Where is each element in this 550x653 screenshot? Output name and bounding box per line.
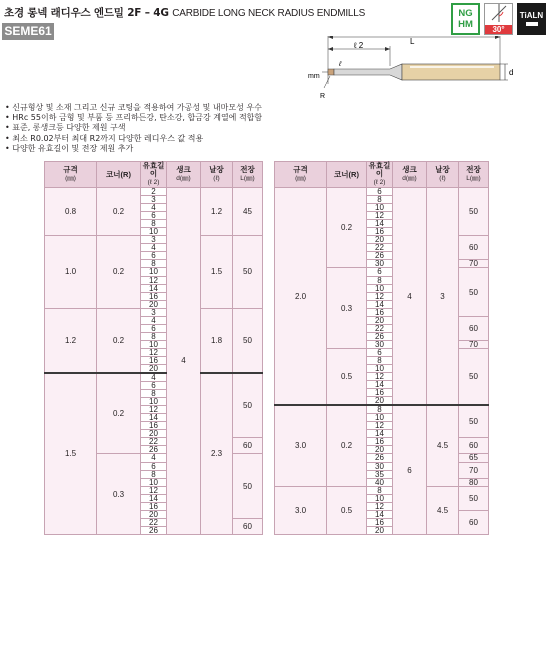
effective-length-cell: 8 (141, 220, 167, 228)
effective-length-cell: 20 (141, 430, 167, 438)
table-row (275, 486, 489, 494)
col-corner: 코너(R) (327, 162, 367, 188)
dim-l2: ℓ 2 (354, 41, 364, 50)
nghm-line2: HM (458, 19, 473, 30)
coating-label: TiALN (519, 10, 544, 20)
effective-length-cell: 4 (141, 373, 167, 382)
effective-length-cell: 10 (141, 398, 167, 406)
effective-length-cell: 20 (367, 236, 393, 244)
size-cell: 1.0 (45, 236, 97, 308)
total-length-cell: 60 (233, 438, 263, 454)
effective-length-cell: 3 (141, 308, 167, 316)
effective-length-cell: 4 (141, 454, 167, 462)
col-size: 규격 (㎜) (275, 162, 327, 188)
effective-length-cell: 6 (141, 212, 167, 220)
effective-length-cell: 16 (367, 438, 393, 446)
col-shank: 생크 d(㎜) (393, 162, 427, 188)
corner-radius-cell: 0.5 (327, 348, 367, 405)
effective-length-cell: 20 (141, 365, 167, 374)
effective-length-cell: 12 (141, 406, 167, 414)
nghm-line1: NG (458, 8, 473, 19)
effective-length-cell: 26 (367, 332, 393, 340)
effective-length-cell: 6 (367, 348, 393, 356)
dim-R: R (320, 93, 326, 100)
total-length-cell: 70 (459, 340, 489, 348)
effective-length-cell: 16 (141, 422, 167, 430)
dim-d: d (509, 68, 514, 77)
corner-radius-cell: 0.3 (327, 268, 367, 348)
effective-length-cell: 12 (367, 502, 393, 510)
effective-length-cell: 14 (367, 381, 393, 389)
effective-length-cell: 6 (367, 268, 393, 276)
total-length-cell: 50 (233, 308, 263, 373)
effective-length-cell: 10 (367, 494, 393, 502)
effective-length-cell: 22 (141, 518, 167, 526)
effective-length-cell: 6 (141, 382, 167, 390)
total-length-cell: 60 (459, 510, 489, 534)
total-length-cell: 50 (233, 373, 263, 438)
total-length-cell: 60 (459, 316, 489, 340)
effective-length-cell: 20 (367, 526, 393, 534)
col-flute: 날장 (ℓ) (427, 162, 459, 188)
shank-cell: 4 (393, 188, 427, 406)
flute-length-cell: 2.3 (201, 373, 233, 534)
effective-length-cell: 8 (141, 390, 167, 398)
effective-length-cell: 12 (367, 212, 393, 220)
feature-list (5, 103, 262, 154)
effective-length-cell: 6 (141, 462, 167, 470)
size-cell: 3.0 (275, 405, 327, 486)
effective-length-cell: 10 (141, 228, 167, 236)
total-length-cell: 60 (233, 518, 263, 534)
effective-length-cell: 3 (141, 236, 167, 244)
nghm-badge (451, 3, 480, 35)
total-length-cell: 50 (233, 236, 263, 308)
effective-length-cell: 16 (367, 308, 393, 316)
effective-length-cell: 16 (141, 292, 167, 300)
effective-length-cell: 10 (367, 284, 393, 292)
effective-length-cell: 6 (141, 324, 167, 332)
effective-length-cell: 14 (141, 414, 167, 422)
effective-length-cell: 8 (141, 332, 167, 340)
effective-length-cell: 12 (367, 422, 393, 430)
effective-length-cell: 6 (141, 252, 167, 260)
coating-badge (517, 3, 546, 35)
shank-cell: 6 (393, 405, 427, 534)
col-size: 규격 (㎜) (45, 162, 97, 188)
total-length-cell: 50 (459, 268, 489, 316)
flute-length-cell: 1.8 (201, 308, 233, 373)
effective-length-cell: 8 (367, 356, 393, 364)
effective-length-cell: 16 (141, 356, 167, 364)
feature-item: • 신규형상 및 소재 그리고 신규 코팅을 적용하여 가공성 및 내마모성 우수 (5, 103, 262, 112)
effective-length-cell: 10 (141, 268, 167, 276)
total-length-cell: 60 (459, 438, 489, 454)
total-length-cell: 70 (459, 260, 489, 268)
size-cell: 0.8 (45, 188, 97, 236)
effective-length-cell: 20 (367, 397, 393, 406)
effective-length-cell: 30 (367, 462, 393, 470)
total-length-cell: 65 (459, 454, 489, 462)
page-title (4, 5, 365, 20)
effective-length-cell: 12 (141, 276, 167, 284)
feature-item: • 표준, 롱생크등 다양한 제원 구색 (5, 123, 126, 133)
feature-badges (451, 3, 546, 35)
effective-length-cell: 22 (367, 244, 393, 252)
total-length-cell: 50 (459, 405, 489, 438)
effective-length-cell: 4 (141, 316, 167, 324)
total-length-cell: 80 (459, 478, 489, 486)
corner-radius-cell: 0.5 (327, 486, 367, 534)
effective-length-cell: 20 (367, 446, 393, 454)
flute-length-cell: 4.5 (427, 405, 459, 486)
effective-length-cell: 35 (367, 470, 393, 478)
effective-length-cell: 22 (367, 324, 393, 332)
col-total-length: 전장 L(㎜) (459, 162, 489, 188)
effective-length-cell: 2 (141, 188, 167, 196)
effective-length-cell: 8 (367, 486, 393, 494)
effective-length-cell: 8 (367, 276, 393, 284)
effective-length-cell: 14 (367, 220, 393, 228)
effective-length-cell: 12 (141, 348, 167, 356)
product-code-badge: SEME61 (2, 23, 54, 40)
total-length-cell: 70 (459, 462, 489, 478)
feature-item: • 다양한 유효길이 및 전장 제원 추가 (5, 143, 134, 153)
dim-L: L (410, 37, 415, 46)
effective-length-cell: 16 (367, 228, 393, 236)
total-length-cell: 50 (459, 348, 489, 405)
effective-length-cell: 10 (141, 478, 167, 486)
size-cell: 1.5 (45, 373, 97, 534)
helix-angle-value: 30° (485, 25, 512, 34)
effective-length-cell: 14 (367, 430, 393, 438)
spec-table-right (274, 161, 489, 535)
dim-mm: mm (308, 73, 320, 80)
col-shank: 생크 d(㎜) (167, 162, 201, 188)
table-header (275, 162, 489, 188)
effective-length-cell: 14 (141, 284, 167, 292)
effective-length-cell: 14 (367, 510, 393, 518)
dim-l: ℓ (339, 61, 342, 68)
effective-length-cell: 8 (141, 470, 167, 478)
effective-length-cell: 14 (141, 494, 167, 502)
coating-icon (525, 20, 539, 28)
total-length-cell: 45 (233, 188, 263, 236)
effective-length-cell: 26 (141, 526, 167, 534)
effective-length-cell: 8 (367, 196, 393, 204)
feature-item: • HRc 55이하 금형 및 부품 등 프리하든강, 탄소강, 합금강 계열에 적합함 (5, 113, 263, 123)
col-corner: 코너(R) (97, 162, 141, 188)
shank-cell: 4 (167, 188, 201, 535)
effective-length-cell: 26 (367, 252, 393, 260)
effective-length-cell: 16 (367, 389, 393, 397)
total-length-cell: 60 (459, 236, 489, 260)
effective-length-cell: 22 (141, 438, 167, 446)
corner-radius-cell: 0.3 (97, 454, 141, 534)
effective-length-cell: 10 (367, 204, 393, 212)
spec-table-left (44, 161, 263, 535)
table-header (45, 162, 263, 188)
corner-radius-cell: 0.2 (97, 236, 141, 308)
effective-length-cell: 3 (141, 196, 167, 204)
effective-length-cell: 6 (367, 188, 393, 196)
feature-item: • 최소 R0.02부터 최대 R2까지 다양한 레디우스 값 적용 (5, 133, 204, 143)
flute-length-cell: 4.5 (427, 486, 459, 534)
helix-icon (489, 4, 509, 22)
effective-length-cell: 10 (367, 365, 393, 373)
corner-radius-cell: 0.2 (97, 188, 141, 236)
col-total-length: 전장 L(㎜) (233, 162, 263, 188)
corner-radius-cell: 0.2 (327, 188, 367, 268)
size-cell: 3.0 (275, 486, 327, 534)
col-effective-length: 유효길이 (ℓ 2) (367, 162, 393, 188)
corner-radius-cell: 0.2 (97, 373, 141, 454)
size-cell: 2.0 (275, 188, 327, 406)
title-english: CARBIDE LONG NECK RADIUS ENDMILLS (172, 8, 366, 19)
effective-length-cell: 30 (367, 340, 393, 348)
effective-length-cell: 30 (367, 260, 393, 268)
effective-length-cell: 12 (367, 292, 393, 300)
flute-length-cell: 3 (427, 188, 459, 406)
effective-length-cell: 4 (141, 204, 167, 212)
effective-length-cell: 20 (141, 300, 167, 308)
effective-length-cell: 12 (367, 373, 393, 381)
flute-length-cell: 1.2 (201, 188, 233, 236)
effective-length-cell: 26 (367, 454, 393, 462)
corner-radius-cell: 0.2 (327, 405, 367, 486)
flute-length-cell: 1.5 (201, 236, 233, 308)
total-length-cell: 50 (459, 486, 489, 510)
effective-length-cell: 14 (367, 300, 393, 308)
effective-length-cell: 26 (141, 446, 167, 454)
title-korean: 초경 롱넥 래디우스 엔드밀 2F – 4G (4, 7, 169, 19)
corner-radius-cell: 0.2 (97, 308, 141, 373)
effective-length-cell: 10 (367, 414, 393, 422)
size-cell: 1.2 (45, 308, 97, 373)
effective-length-cell: 12 (141, 486, 167, 494)
total-length-cell: 50 (459, 188, 489, 236)
effective-length-cell: 10 (141, 340, 167, 348)
effective-length-cell: 40 (367, 478, 393, 486)
effective-length-cell: 16 (141, 502, 167, 510)
effective-length-cell: 4 (141, 244, 167, 252)
endmill-drawing (304, 36, 520, 104)
effective-length-cell: 16 (367, 518, 393, 526)
col-flute: 날장 (ℓ) (201, 162, 233, 188)
total-length-cell: 50 (233, 454, 263, 518)
effective-length-cell: 20 (367, 316, 393, 324)
helix-angle-badge (484, 3, 513, 35)
effective-length-cell: 20 (141, 510, 167, 518)
effective-length-cell: 8 (367, 405, 393, 414)
col-effective-length: 유효길이 (ℓ 2) (141, 162, 167, 188)
effective-length-cell: 8 (141, 260, 167, 268)
